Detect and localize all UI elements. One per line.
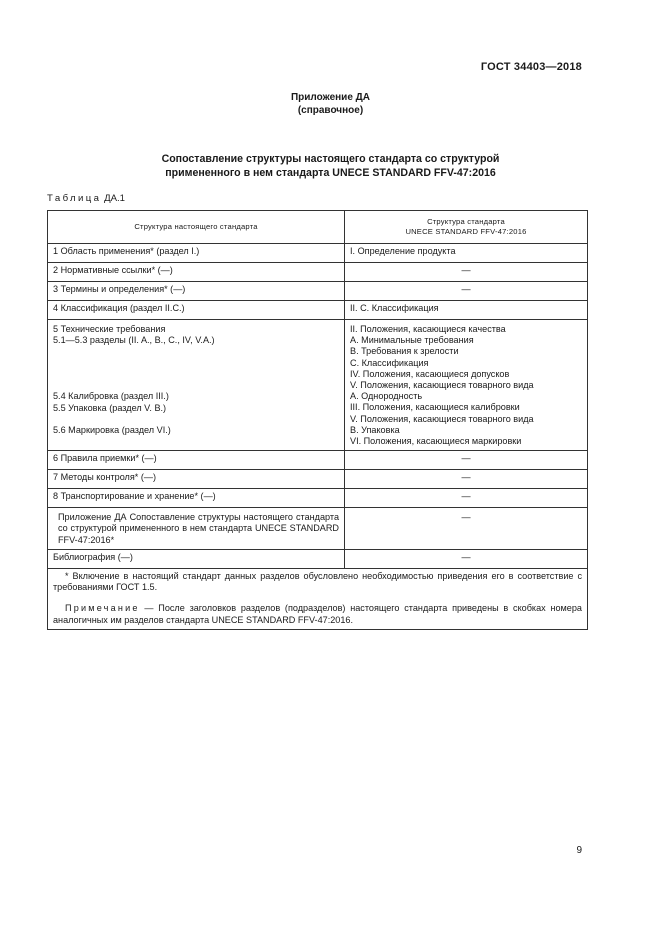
column-header-current: Структура настоящего стандарта — [48, 211, 345, 244]
cell-left: 7 Методы контроля* (—) — [48, 470, 345, 489]
tech-right-line: B. Упаковка — [350, 424, 400, 435]
cell-right — [345, 320, 588, 451]
tech-left-line: 5 Технические требования — [53, 324, 166, 334]
cell-right: — — [345, 508, 588, 550]
title-line-2: примененного в нем стандарта UNECE STANDARD FFV-47:2016 — [165, 166, 496, 179]
table-label — [47, 193, 125, 204]
cell-right: — — [345, 549, 588, 568]
tech-right-line: B. Требования к зрелости — [350, 346, 459, 357]
cell-right: — — [345, 451, 588, 470]
table-row — [48, 244, 588, 263]
cell-right: II. C. Классификация — [345, 301, 588, 320]
cell-left: 2 Нормативные ссылки* (—) — [48, 263, 345, 282]
tech-right-line: II. Положения, касающиеся качества — [350, 324, 506, 334]
tech-left-line: 5.4 Калибровка (раздел III.) — [53, 391, 169, 402]
table-row — [48, 489, 588, 508]
appendix-subtitle: (справочное) — [297, 104, 364, 116]
page-number: 9 — [576, 845, 582, 856]
tech-right-line: V. Положения, касающиеся товарного вида — [350, 413, 534, 424]
table-row — [48, 470, 588, 489]
note-paragraph — [53, 603, 582, 626]
tech-left-spacer — [53, 414, 339, 425]
table-label-word: Таблица — [47, 193, 102, 204]
tech-right-line: C. Классификация — [350, 357, 429, 368]
tech-right-line: A. Минимальные требования — [350, 335, 474, 346]
tech-right-line: V. Положения, касающиеся товарного вида — [350, 380, 534, 391]
tech-left-line: 5.6 Маркировка (раздел VI.) — [53, 425, 171, 435]
document-title — [0, 153, 661, 180]
table-row-technical-requirements — [48, 320, 588, 451]
title-line-1: Сопоставление структуры настоящего стандарта со структурой — [161, 153, 500, 165]
table-row — [48, 263, 588, 282]
cell-right: I. Определение продукта — [345, 244, 588, 263]
table-row-bibliography — [48, 549, 588, 568]
tech-left-line: 5.5 Упаковка (раздел V. B.) — [53, 402, 167, 413]
tech-right-line: III. Положения, касающиеся калибровки — [350, 402, 520, 413]
note-label: Примечание — [65, 603, 140, 614]
cell-left: 4 Классификация (раздел II.C.) — [48, 301, 345, 320]
tech-left-line: 5.1—5.3 разделы (II. A., B., C., IV, V.A.) — [53, 335, 215, 346]
note-text: — После заголовков разделов (подразделов) настоящего стандарта приведены в скобках номера аналогичных им разделов стандарта UNECE STANDARD FFV-47:2016. — [53, 603, 582, 625]
table-row — [48, 301, 588, 320]
cell-left: Приложение ДА Сопоставление структуры настоящего стандарта со структурой примененного в нем стандарта UNECE STANDARD FFV-47:2016* — [48, 508, 345, 550]
cell-left: Библиография (—) — [48, 549, 345, 568]
cell-left: 8 Транспортирование и хранение* (—) — [48, 489, 345, 508]
cell-right: — — [345, 489, 588, 508]
table-footnote-row — [48, 568, 588, 629]
appendix-heading — [0, 92, 661, 117]
cell-right: — — [345, 282, 588, 301]
cell-left: 6 Правила приемки* (—) — [48, 451, 345, 470]
column-header-unece-line1: Структура стандарта — [427, 216, 505, 226]
tech-right-line: VI. Положения, касающиеся маркировки — [350, 436, 522, 447]
footnote-text: * Включение в настоящий стандарт данных разделов обусловлено необходимостью приведения его в соответствие с требованиями ГОСТ 1.5. — [53, 570, 582, 593]
table-header-row — [48, 211, 588, 244]
tech-right-line: IV. Положения, касающиеся допусков — [350, 368, 510, 379]
table-row-appendix — [48, 508, 588, 550]
table-row — [48, 451, 588, 470]
document-code: ГОСТ 34403—2018 — [480, 61, 582, 73]
comparison-table — [47, 210, 588, 630]
table-row — [48, 282, 588, 301]
column-header-unece-line2: UNECE STANDARD FFV-47:2016 — [405, 226, 527, 236]
table-label-number: ДА.1 — [104, 193, 125, 204]
column-header-unece — [345, 211, 588, 244]
footnote-cell — [48, 568, 588, 629]
cell-left: 1 Область применения* (раздел I.) — [48, 244, 345, 263]
cell-right: — — [345, 470, 588, 489]
cell-left: 3 Термины и определения* (—) — [48, 282, 345, 301]
appendix-title: Приложение ДА — [290, 92, 371, 103]
cell-left — [48, 320, 345, 451]
cell-right: — — [345, 263, 588, 282]
tech-right-line: A. Однородность — [350, 391, 423, 402]
